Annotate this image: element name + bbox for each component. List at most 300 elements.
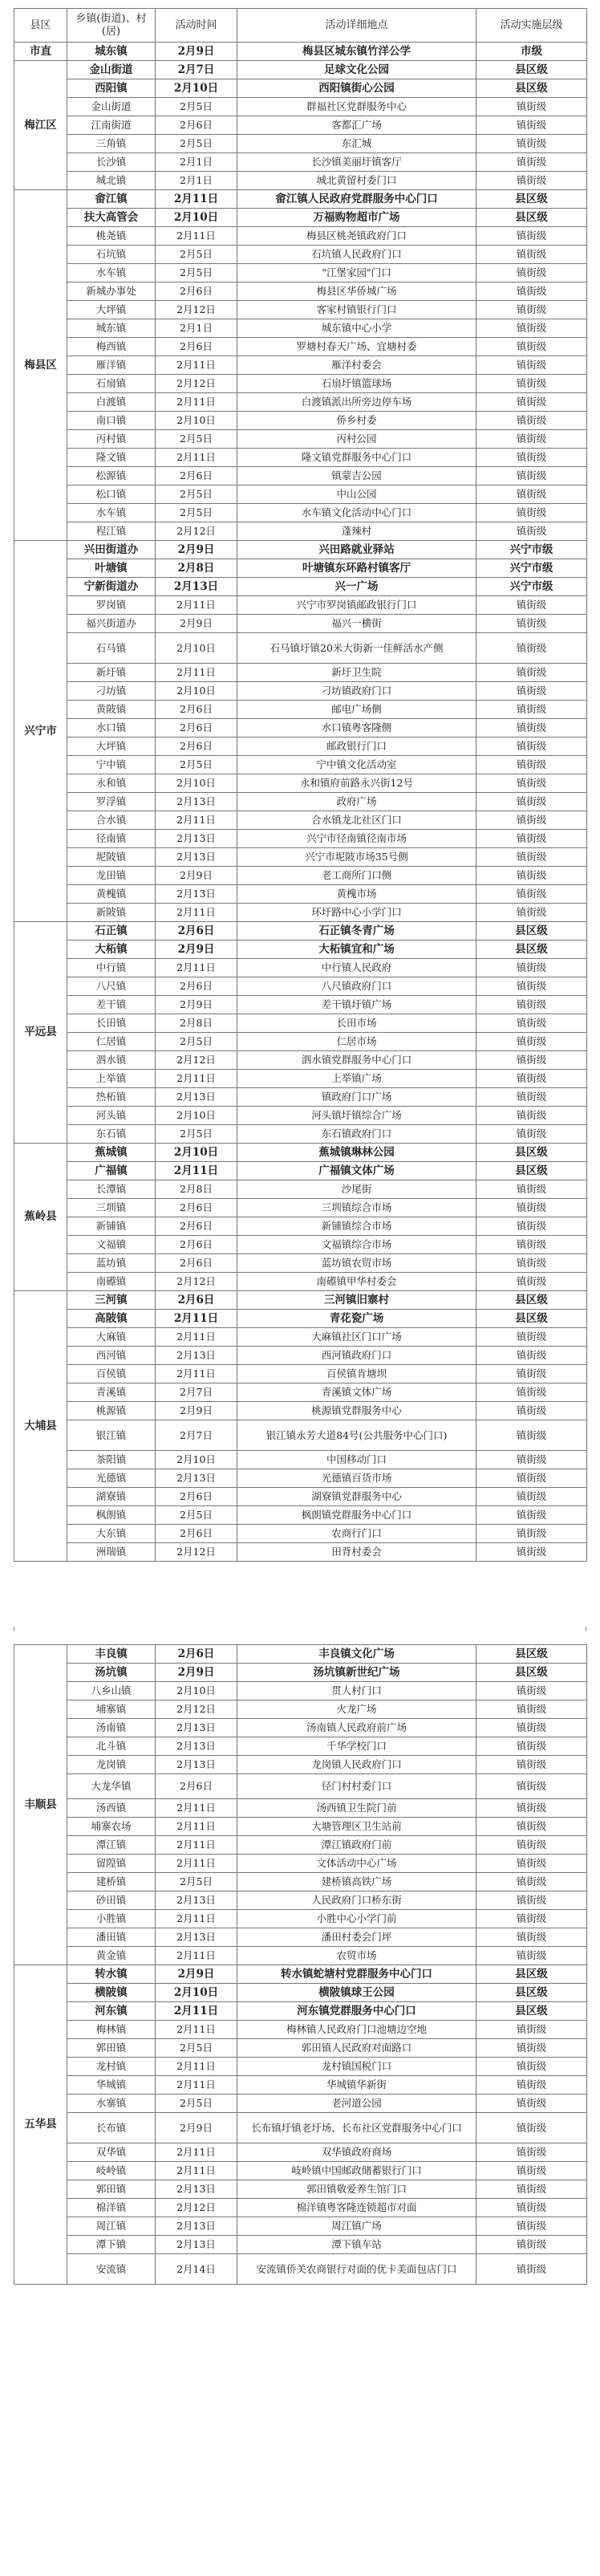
place-cell: 青花瓷广场 [237, 1310, 476, 1328]
table-row [14, 116, 587, 135]
place-cell: 兴宁市罗岗镇邮政银行门口 [237, 596, 476, 615]
table-row [14, 504, 587, 522]
date-cell: 2月6日 [156, 116, 237, 135]
table-row [14, 2095, 587, 2113]
place-cell: 火龙广场 [237, 1700, 476, 1719]
date-cell: 2月9日 [156, 1402, 237, 1420]
place-cell: 蓬辣村 [237, 522, 476, 541]
place-cell: 兴田路就业驿站 [237, 541, 476, 559]
place-cell: 百侯镇肯塘坝 [237, 1365, 476, 1383]
place-cell: 安流镇侨关农商银行对面的优卡美面包店门口 [237, 2254, 476, 2285]
town-cell: 长潭镇 [67, 1180, 156, 1199]
level-cell: 镇街级 [476, 682, 587, 701]
level-cell: 镇街级 [476, 2113, 587, 2143]
level-cell: 镇街级 [476, 737, 587, 756]
place-cell: 人民政府门口桥东街 [237, 1891, 476, 1910]
table-row [14, 2254, 587, 2285]
level-cell: 镇街级 [476, 1488, 587, 1506]
level-cell: 镇街级 [476, 904, 587, 922]
place-cell: 新铺镇综合市场 [237, 1217, 476, 1236]
date-cell: 2月9日 [156, 867, 237, 885]
place-cell: 潭下镇车站 [237, 2236, 476, 2254]
level-cell: 镇街级 [476, 264, 587, 282]
place-cell: 桃源镇党群服务中心 [237, 1402, 476, 1420]
place-cell: 足球文化公园 [237, 61, 476, 79]
town-cell: 横陂镇 [67, 1984, 156, 2002]
level-cell: 镇街级 [476, 2180, 587, 2199]
date-cell: 2月5日 [156, 98, 237, 116]
town-cell: 梅西镇 [67, 338, 156, 356]
level-cell: 镇街级 [476, 1836, 587, 1855]
town-cell: 郭田镇 [67, 2039, 156, 2058]
date-cell: 2月5日 [156, 2039, 237, 2058]
table-row [14, 1402, 587, 1420]
place-cell: 邮电广场侧 [237, 701, 476, 719]
level-cell: 市级 [476, 43, 587, 61]
place-cell: 客家村镇银行门口 [237, 301, 476, 319]
table-row [14, 209, 587, 227]
level-cell: 镇街级 [476, 848, 587, 867]
town-cell: 罗浮镇 [67, 793, 156, 811]
date-cell: 2月11日 [156, 2002, 237, 2021]
town-cell: 河头镇 [67, 1107, 156, 1125]
place-cell: 双华镇政府商场 [237, 2143, 476, 2162]
table-row [14, 301, 587, 319]
level-cell: 镇街级 [476, 615, 587, 633]
date-cell: 2月6日 [156, 282, 237, 301]
level-cell: 镇街级 [476, 1799, 587, 1818]
place-cell: 南礤镇甲华村委会 [237, 1273, 476, 1291]
date-cell: 2月11日 [156, 393, 237, 412]
page-1 [14, 8, 586, 1562]
table-row [14, 467, 587, 486]
table-row [14, 356, 587, 375]
town-cell: 八乡山镇 [67, 1682, 156, 1700]
town-cell: 西河镇 [67, 1347, 156, 1365]
town-cell: 水口镇 [67, 719, 156, 737]
level-cell: 县区级 [476, 1965, 587, 1984]
level-cell: 镇街级 [476, 1217, 587, 1236]
date-cell: 2月11日 [156, 1947, 237, 1965]
place-cell: 银江镇永芳大道84号(公共服务中心门口) [237, 1420, 476, 1451]
date-cell: 2月9日 [156, 541, 237, 559]
level-cell: 镇街级 [476, 1700, 587, 1719]
place-cell: 东汇城 [237, 135, 476, 153]
town-cell: 南礤镇 [67, 1273, 156, 1291]
level-cell: 镇街级 [476, 449, 587, 467]
table-row [14, 682, 587, 701]
town-cell: 龙田镇 [67, 867, 156, 885]
town-cell: 松源镇 [67, 467, 156, 486]
town-cell: 宁新街道办 [67, 578, 156, 596]
town-cell: 叶塘镇 [67, 559, 156, 578]
place-cell: 石正镇冬青广场 [237, 922, 476, 941]
table-row [14, 2180, 587, 2199]
date-cell: 2月11日 [156, 1799, 237, 1818]
place-cell: 永和镇府前路永兴街12号 [237, 774, 476, 793]
date-cell: 2月12日 [156, 375, 237, 393]
level-cell: 县区级 [476, 2002, 587, 2021]
level-cell: 镇街级 [476, 1737, 587, 1756]
date-cell: 2月5日 [156, 1873, 237, 1891]
table-row [14, 1347, 587, 1365]
level-cell: 镇街级 [476, 1525, 587, 1543]
place-cell: 老工商所门口侧 [237, 867, 476, 885]
level-cell: 县区级 [476, 1645, 587, 1664]
place-cell: 老河道公园 [237, 2095, 476, 2113]
date-cell: 2月12日 [156, 1543, 237, 1562]
date-cell: 2月11日 [156, 1162, 237, 1180]
place-cell: 宁中镇文化活动室 [237, 756, 476, 774]
place-cell: 东石镇政府门口 [237, 1125, 476, 1144]
place-cell: 沙尾街 [237, 1180, 476, 1199]
level-cell: 镇街级 [476, 356, 587, 375]
date-cell: 2月11日 [156, 811, 237, 830]
level-cell: 县区级 [476, 1162, 587, 1180]
table-row [14, 1107, 587, 1125]
place-cell: 汤南镇人民政府前广场 [237, 1719, 476, 1737]
town-cell: 银江镇 [67, 1420, 156, 1451]
town-cell: 梅林镇 [67, 2021, 156, 2039]
town-cell: 差干镇 [67, 996, 156, 1014]
level-cell: 镇街级 [476, 1543, 587, 1562]
town-cell: 长田镇 [67, 1014, 156, 1033]
date-cell: 2月11日 [156, 356, 237, 375]
table-row [14, 1947, 587, 1965]
table-row [14, 1799, 587, 1818]
town-cell: 丙村镇 [67, 430, 156, 449]
table-row [14, 1162, 587, 1180]
table-row [14, 98, 587, 116]
date-cell: 2月7日 [156, 1420, 237, 1451]
place-cell: 文体活动中心广场 [237, 1855, 476, 1873]
town-cell: 建桥镇 [67, 1873, 156, 1891]
level-cell: 镇街级 [476, 664, 587, 682]
date-cell: 2月6日 [156, 1236, 237, 1254]
town-cell: 蓝坊镇 [67, 1254, 156, 1273]
date-cell: 2月9日 [156, 941, 237, 959]
place-cell: "江堡家园"门口 [237, 264, 476, 282]
table-row [14, 227, 587, 246]
date-cell: 2月9日 [156, 615, 237, 633]
header-county: 县区 [14, 9, 67, 43]
date-cell: 2月9日 [156, 2113, 237, 2143]
date-cell: 2月13日 [156, 2236, 237, 2254]
county-cell: 大埔县 [14, 1291, 67, 1562]
town-cell: 潭江镇 [67, 1836, 156, 1855]
table-header-row [14, 9, 587, 43]
place-cell: 小胜中心小学门前 [237, 1910, 476, 1928]
level-cell: 镇街级 [476, 2254, 587, 2285]
date-cell: 2月11日 [156, 1310, 237, 1328]
place-cell: 枫朗镇党群服务中心门口 [237, 1506, 476, 1525]
town-cell: 大坪镇 [67, 737, 156, 756]
place-cell: 建桥镇高铁广场 [237, 1873, 476, 1891]
table-row [14, 486, 587, 504]
date-cell: 2月5日 [156, 756, 237, 774]
table-row [14, 246, 587, 264]
table-row [14, 1543, 587, 1562]
date-cell: 2月13日 [156, 1756, 237, 1774]
date-cell: 2月11日 [156, 190, 237, 209]
date-cell: 2月6日 [156, 1525, 237, 1543]
date-cell: 2月13日 [156, 1928, 237, 1947]
place-cell: 周江镇广场 [237, 2217, 476, 2236]
town-cell: 转水镇 [67, 1965, 156, 1984]
level-cell: 镇街级 [476, 867, 587, 885]
table-row [14, 375, 587, 393]
town-cell: 畲江镇 [67, 190, 156, 209]
town-cell: 湖寮镇 [67, 1488, 156, 1506]
table-row [14, 2076, 587, 2095]
table-row [14, 664, 587, 682]
place-cell: 农商行门口 [237, 1525, 476, 1543]
date-cell: 2月10日 [156, 79, 237, 98]
place-cell: 城北黄留村委门口 [237, 172, 476, 190]
level-cell: 县区级 [476, 61, 587, 79]
table-row [14, 541, 587, 559]
town-cell: 茶阳镇 [67, 1451, 156, 1469]
table-row [14, 996, 587, 1014]
town-cell: 广福镇 [67, 1162, 156, 1180]
page-break-marks [0, 1627, 600, 1631]
place-cell: 郭田镇人民政府对面路口 [237, 2039, 476, 2058]
town-cell: 坭陂镇 [67, 848, 156, 867]
town-cell: 白渡镇 [67, 393, 156, 412]
level-cell: 镇街级 [476, 2217, 587, 2236]
county-cell: 丰顺县 [14, 1645, 67, 1965]
town-cell: 高陂镇 [67, 1310, 156, 1328]
table-row [14, 1125, 587, 1144]
table-row [14, 1199, 587, 1217]
place-cell: 水车镇文化活动中心门口 [237, 504, 476, 522]
place-cell: 青溪镇文体广场 [237, 1383, 476, 1402]
town-cell: 岐岭镇 [67, 2162, 156, 2180]
level-cell: 县区级 [476, 1144, 587, 1162]
date-cell: 2月11日 [156, 2058, 237, 2076]
date-cell: 2月8日 [156, 1014, 237, 1033]
table-row [14, 1451, 587, 1469]
table-row [14, 1525, 587, 1543]
date-cell: 2月9日 [156, 43, 237, 61]
table-row [14, 1254, 587, 1273]
date-cell: 2月8日 [156, 559, 237, 578]
level-cell: 镇街级 [476, 830, 587, 848]
town-cell: 桃尧镇 [67, 227, 156, 246]
town-cell: 黄金镇 [67, 1947, 156, 1965]
table-row [14, 867, 587, 885]
town-cell: 南口镇 [67, 412, 156, 430]
town-cell: 汤坑镇 [67, 1664, 156, 1682]
place-cell: 中国移动门口 [237, 1451, 476, 1469]
table-row [14, 522, 587, 541]
date-cell: 2月10日 [156, 1144, 237, 1162]
town-cell: 刁坊镇 [67, 682, 156, 701]
place-cell: 梅林镇人民政府门口池塘边空地 [237, 2021, 476, 2039]
place-cell: 罗塘村春天广场、宜塘村委 [237, 338, 476, 356]
level-cell: 镇街级 [476, 2095, 587, 2113]
table-row [14, 1383, 587, 1402]
date-cell: 2月9日 [156, 996, 237, 1014]
level-cell: 镇街级 [476, 338, 587, 356]
place-cell: 福兴一横街 [237, 615, 476, 633]
level-cell: 县区级 [476, 1664, 587, 1682]
place-cell: 仁居市场 [237, 1033, 476, 1051]
town-cell: 兴田街道办 [67, 541, 156, 559]
table-row [14, 2143, 587, 2162]
place-cell: 镇政府门口广场 [237, 1088, 476, 1107]
level-cell: 镇街级 [476, 319, 587, 338]
date-cell: 2月13日 [156, 2180, 237, 2199]
level-cell: 镇街级 [476, 2021, 587, 2039]
table-row [14, 2113, 587, 2143]
town-cell: 百侯镇 [67, 1365, 156, 1383]
date-cell: 2月10日 [156, 1107, 237, 1125]
date-cell: 2月11日 [156, 2162, 237, 2180]
date-cell: 2月11日 [156, 1836, 237, 1855]
date-cell: 2月13日 [156, 848, 237, 867]
place-cell: 合水镇龙北社区门口 [237, 811, 476, 830]
level-cell: 镇街级 [476, 1947, 587, 1965]
table-row [14, 1855, 587, 1873]
place-cell: 石坑镇人民政府门口 [237, 246, 476, 264]
level-cell: 镇街级 [476, 1033, 587, 1051]
table-row [14, 190, 587, 209]
date-cell: 2月6日 [156, 338, 237, 356]
date-cell: 2月13日 [156, 578, 237, 596]
table-row [14, 43, 587, 61]
table-row [14, 2002, 587, 2021]
town-cell: 留隍镇 [67, 1855, 156, 1873]
place-cell: 上举镇广场 [237, 1070, 476, 1088]
date-cell: 2月10日 [156, 1984, 237, 2002]
place-cell: 丰良镇文化广场 [237, 1645, 476, 1664]
table-row [14, 1088, 587, 1107]
level-cell: 县区级 [476, 1310, 587, 1328]
town-cell: 大麻镇 [67, 1328, 156, 1347]
town-cell: 长布镇 [67, 2113, 156, 2143]
level-cell: 镇街级 [476, 1855, 587, 1873]
town-cell: 石扇镇 [67, 375, 156, 393]
level-cell: 镇街级 [476, 1014, 587, 1033]
table-row [14, 719, 587, 737]
level-cell: 镇街级 [476, 375, 587, 393]
place-cell: 湖寮镇党群服务中心 [237, 1488, 476, 1506]
date-cell: 2月10日 [156, 412, 237, 430]
town-cell: 合水镇 [67, 811, 156, 830]
table-row [14, 1737, 587, 1756]
town-cell: 黄槐镇 [67, 885, 156, 904]
place-cell: 叶塘镇东环路村镇客厅 [237, 559, 476, 578]
place-cell: 丙村公园 [237, 430, 476, 449]
table-row [14, 1664, 587, 1682]
level-cell: 兴宁市级 [476, 541, 587, 559]
place-cell: 田背村委会 [237, 1543, 476, 1562]
place-cell: 梅县区桃尧镇政府门口 [237, 227, 476, 246]
town-cell: 新陂镇 [67, 904, 156, 922]
level-cell: 镇街级 [476, 1818, 587, 1836]
level-cell: 镇街级 [476, 301, 587, 319]
date-cell: 2月9日 [156, 1664, 237, 1682]
county-cell: 蕉岭县 [14, 1144, 67, 1291]
table-row [14, 885, 587, 904]
level-cell: 镇街级 [476, 2236, 587, 2254]
level-cell: 镇街级 [476, 430, 587, 449]
level-cell: 镇街级 [476, 1051, 587, 1070]
table-row [14, 319, 587, 338]
town-cell: 水寨镇 [67, 2095, 156, 2113]
place-cell: 长田市场 [237, 1014, 476, 1033]
level-cell: 镇街级 [476, 393, 587, 412]
town-cell: 城东镇 [67, 319, 156, 338]
place-cell: 三河镇旧寨村 [237, 1291, 476, 1310]
level-cell: 镇街级 [476, 701, 587, 719]
date-cell: 2月5日 [156, 486, 237, 504]
place-cell: 石扇圩镇篮球场 [237, 375, 476, 393]
county-cell: 五华县 [14, 1965, 67, 2285]
date-cell: 2月13日 [156, 1719, 237, 1737]
level-cell: 镇街级 [476, 1125, 587, 1144]
table-row [14, 1070, 587, 1088]
town-cell: 城北镇 [67, 172, 156, 190]
date-cell: 2月11日 [156, 904, 237, 922]
town-cell: 大龙华镇 [67, 1774, 156, 1799]
county-cell: 兴宁市 [14, 541, 67, 922]
date-cell: 2月12日 [156, 1700, 237, 1719]
table-row [14, 1236, 587, 1254]
table-row [14, 615, 587, 633]
town-cell: 金山街道 [67, 61, 156, 79]
date-cell: 2月1日 [156, 172, 237, 190]
date-cell: 2月6日 [156, 1645, 237, 1664]
town-cell: 罗岗镇 [67, 596, 156, 615]
date-cell: 2月12日 [156, 1273, 237, 1291]
level-cell: 镇街级 [476, 1420, 587, 1451]
level-cell: 县区级 [476, 190, 587, 209]
table-row [14, 1365, 587, 1383]
place-cell: 泗水镇党群服务中心门口 [237, 1051, 476, 1070]
date-cell: 2月5日 [156, 1125, 237, 1144]
place-cell: 转水镇蛇塘村党群服务中心门口 [237, 1965, 476, 1984]
level-cell: 镇街级 [476, 1873, 587, 1891]
place-cell: 石马镇圩镇20米大街新一佳鲜活水产侧 [237, 633, 476, 664]
level-cell: 镇街级 [476, 1365, 587, 1383]
place-cell: 西河镇政府门口 [237, 1347, 476, 1365]
town-cell: 永和镇 [67, 774, 156, 793]
place-cell: 农贸市场 [237, 1947, 476, 1965]
town-cell: 青溪镇 [67, 1383, 156, 1402]
date-cell: 2月13日 [156, 1347, 237, 1365]
table-row [14, 2021, 587, 2039]
header-level: 活动实施层级 [476, 9, 587, 43]
table-row [14, 264, 587, 282]
town-cell: 汤南镇 [67, 1719, 156, 1737]
date-cell: 2月11日 [156, 1070, 237, 1088]
level-cell: 镇街级 [476, 282, 587, 301]
place-cell: 中山公园 [237, 486, 476, 504]
table-row [14, 1928, 587, 1947]
level-cell: 镇街级 [476, 2039, 587, 2058]
place-cell: 贯人村门口 [237, 1682, 476, 1700]
place-cell: 环圩路中心小学门口 [237, 904, 476, 922]
table-row [14, 1756, 587, 1774]
table-row [14, 135, 587, 153]
table-row [14, 848, 587, 867]
table-row [14, 338, 587, 356]
level-cell: 镇街级 [476, 1199, 587, 1217]
place-cell: 三圳镇综合市场 [237, 1199, 476, 1217]
place-cell: 兴一广场 [237, 578, 476, 596]
